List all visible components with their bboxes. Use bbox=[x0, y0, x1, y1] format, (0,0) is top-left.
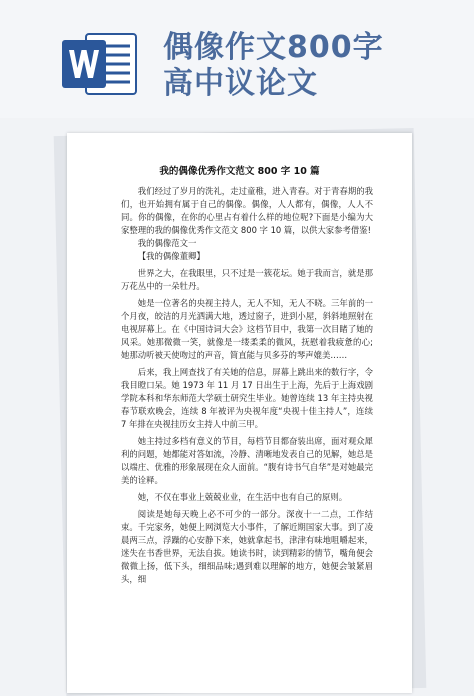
header-banner bbox=[0, 0, 474, 118]
document-page bbox=[67, 133, 412, 693]
word-doc-icon bbox=[60, 30, 140, 98]
title-line-2: 高中议论文 bbox=[163, 66, 318, 101]
page-title bbox=[163, 30, 463, 102]
paragraph: 后来，我上网查找了有关她的信息，屏幕上跳出来的数行字，令我目瞪口呆。她 1973 年 11 月 17 日出生于上海，先后于上海戏剧学院本科和华东师范大学硕士研究生毕业。她曾连续 13 年主持央视春节联欢晚会，连续 8 年被评为央视年度“央视十佳主持人”，连续 7 年排在央视挂历女主持人中前三甲。 bbox=[121, 367, 373, 429]
paragraph: 她，不仅在事业上兢兢业业，在生活中也有自己的原则。 bbox=[137, 492, 348, 502]
paragraph: 她是一位著名的央视主持人，无人不知，无人不晓。三年前的一个月夜，皎洁的月光洒满大地，透过窗子，进到小屋，斜斜地照射在电视屏幕上。在《中国诗词大会》这档节目中，我第一次目睹了她的风采。她那微微一笑，就像是一缕柔柔的微风，抚慰着我疲惫的心;她那动听被天使吻过的声音，简直能与贝多芬的琴声媲美…… bbox=[121, 298, 373, 360]
paragraph: 世界之大，在我眼里，只不过是一簇花坛。她于我而言，就是那万花丛中的一朵牡丹。 bbox=[121, 268, 373, 291]
section-heading: 我的偶像范文一 bbox=[137, 238, 197, 248]
paragraph: 阅读是她每天晚上必不可少的一部分。深夜十一二点，工作结束。千完家务，她便上网浏览大小事件，了解近期国家大事。到了凌晨两三点，浮躁的心安静下来，她就拿起书，津津有味地咀嚼起来，迷失在书香世界，无法自拔。她读书时，读到精彩的情节，嘴角便会微微上扬，低下头，细细品味;遇到难以理解的地方，她便会皱紧眉头，细 bbox=[121, 509, 373, 584]
document-title: 我的偶像优秀作文范文 800 字 10 篇 bbox=[159, 166, 320, 177]
section-title: 【我的偶像董卿】 bbox=[137, 251, 205, 261]
document-body bbox=[121, 185, 373, 586]
title-line-1: 偶像作文800字 bbox=[163, 30, 384, 65]
intro-paragraph: 我们经过了岁月的洗礼，走过童稚，进入青春。对于青春期的我们，也开始拥有属于自己的偶像。偶像，人人都有，偶像，人人不同。你的偶像，在你的心里占有着什么样的地位呢?下面是小编为大家整理的我的偶像优秀作文范文 800 字 10 篇，以供大家参考借鉴! bbox=[121, 186, 373, 235]
paragraph: 她主持过多档有意义的节目，每档节目都奋装出席，面对观众犀利的问题，她都能对答如流，冷静、清晰地发表自己的见解，她总是以端庄、优雅的形象展现在众人面前。“腹有诗书气自华”是对她最完美的诠释。 bbox=[121, 436, 373, 485]
